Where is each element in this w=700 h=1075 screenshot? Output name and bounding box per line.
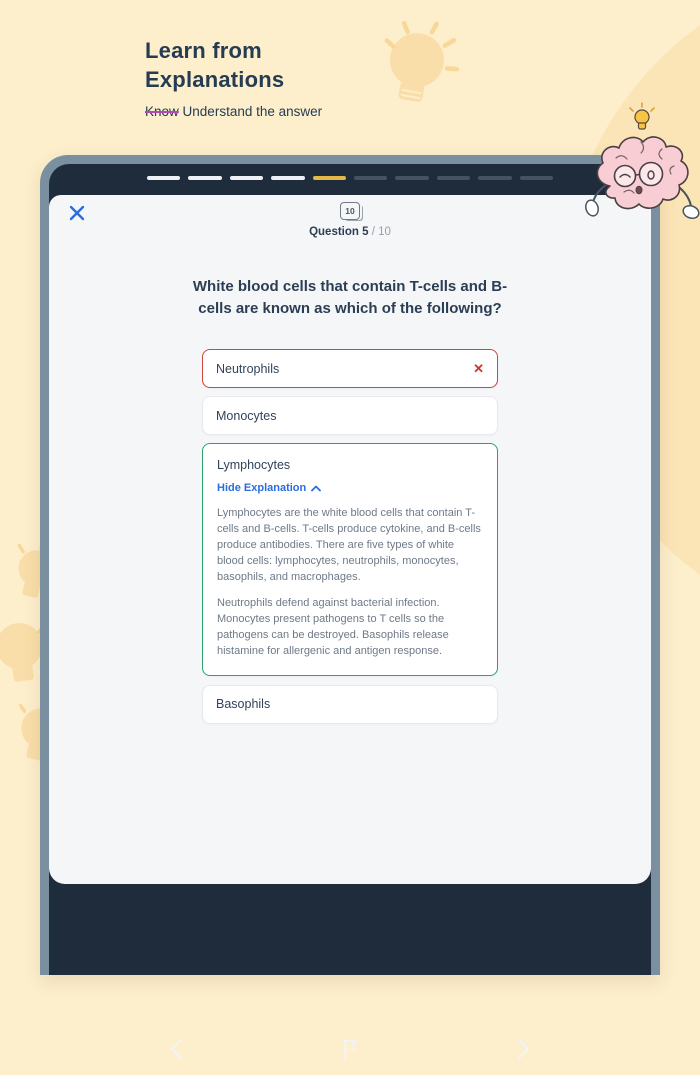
- chevron-up-icon: [311, 485, 321, 492]
- answer-monocytes[interactable]: [202, 396, 498, 435]
- question-text: White blood cells that contain T-cells and B-cells are known as which of the following?: [192, 278, 508, 318]
- explanation-text: [217, 506, 483, 659]
- progress-segment: [147, 176, 180, 180]
- page-header: [145, 36, 565, 119]
- page-title: Learn from Explanations: [145, 38, 285, 92]
- brain-mascot: [584, 100, 700, 240]
- subtitle-text: Understand the answer: [182, 104, 323, 119]
- answer-list: [202, 349, 498, 723]
- progress-segment: [271, 176, 304, 180]
- tablet-screen: [49, 164, 651, 975]
- quiz-panel: [49, 195, 651, 884]
- explanation-paragraph: Lymphocytes are the white blood cells that contain T-cells and B-cells. T-cells produce cytokine, and B-cells produce antibodies. There are five types of white blood cells: lymphocytes, neutrophils, monocytes, basophils, and macrophages.: [217, 507, 481, 584]
- close-button[interactable]: [63, 199, 91, 227]
- question-counter-current: Question 5: [309, 226, 369, 238]
- mascot-mouth: [636, 186, 642, 194]
- deck-count-icon: 10: [340, 202, 360, 220]
- progress-segment: [478, 176, 511, 180]
- hide-explanation-link[interactable]: Hide Explanation: [217, 482, 321, 494]
- mascot-lightbulb-icon: [630, 103, 654, 129]
- question-counter-total: / 10: [371, 226, 391, 238]
- explanation-paragraph: Neutrophils defend against bacterial infection. Monocytes present pathogens to T cells so the pathogens can be destroyed. Basophils release histamine for allergenic and antigen response.: [217, 597, 449, 657]
- answer-lymphocytes[interactable]: [202, 443, 498, 675]
- answer-basophils[interactable]: [202, 685, 498, 724]
- progress-segment: [354, 176, 387, 180]
- answer-label: Monocytes: [216, 408, 277, 423]
- struck-word: Know: [145, 104, 179, 119]
- answer-label: Lymphocytes: [217, 458, 291, 473]
- page-subtitle: [145, 104, 565, 119]
- progress-segment: [188, 176, 221, 180]
- answer-label: Basophils: [216, 697, 271, 712]
- progress-segment: [520, 176, 553, 180]
- progress-bar: [147, 176, 553, 180]
- progress-segment: [230, 176, 263, 180]
- progress-segment: [395, 176, 428, 180]
- answer-neutrophils[interactable]: [202, 349, 498, 388]
- close-icon: [69, 205, 85, 221]
- tablet-frame: [40, 155, 660, 975]
- question-header: [49, 195, 651, 238]
- answer-label: Neutrophils: [216, 361, 280, 376]
- incorrect-x-icon: ✕: [473, 361, 484, 377]
- progress-segment: [313, 176, 346, 180]
- question-counter: [49, 226, 651, 238]
- progress-segment: [437, 176, 470, 180]
